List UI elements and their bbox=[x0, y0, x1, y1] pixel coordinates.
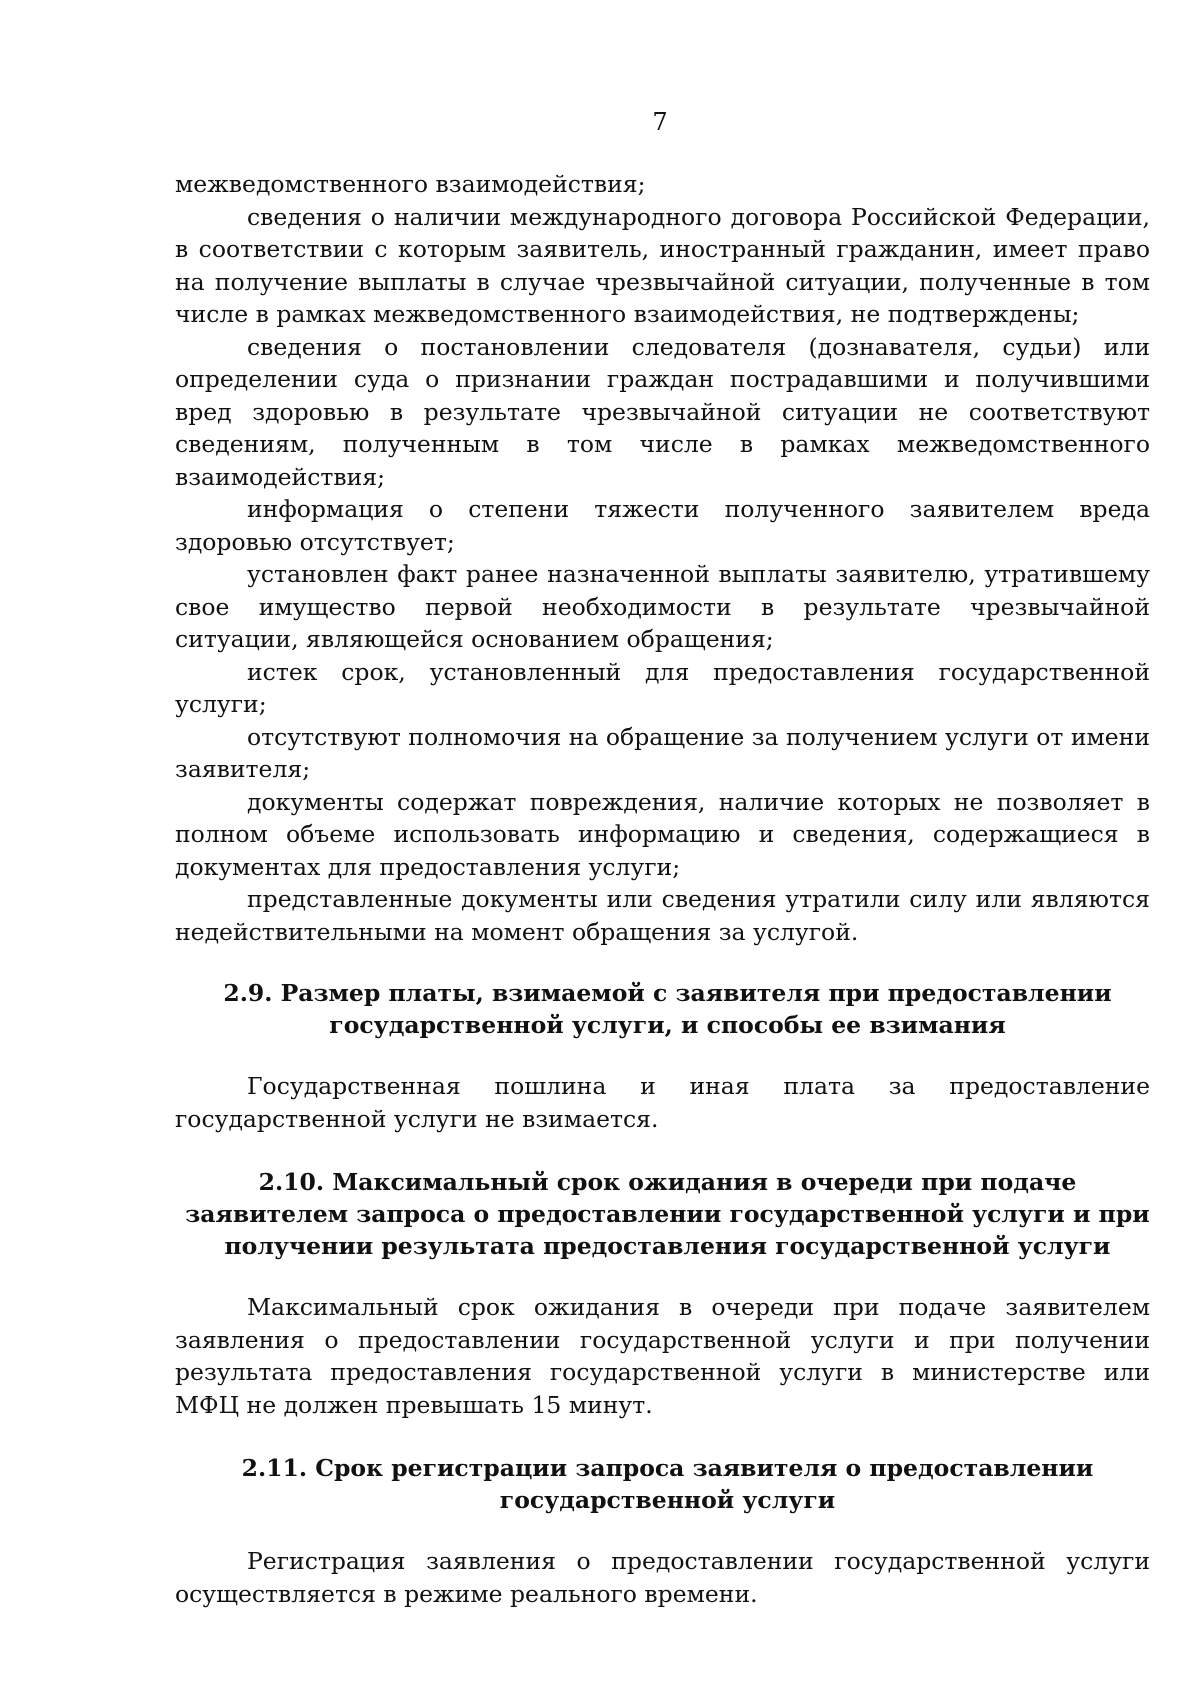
page-number: 7 bbox=[652, 108, 668, 136]
paragraph: представленные документы или сведения утратили силу или являются недействительными на момент обращения за услугой. bbox=[175, 885, 1150, 946]
heading-line: государственной услуги bbox=[499, 1486, 836, 1514]
paragraph: информация о степени тяжести полученного заявителем вреда здоровью отсутствует; bbox=[175, 495, 1150, 556]
document-body bbox=[175, 168, 1150, 1610]
paragraph: установлен факт ранее назначенной выплаты заявителю, утратившему свое имущество первой необходимости в результате чрезвычайной ситуации, являющейся основанием обращения; bbox=[175, 560, 1150, 653]
paragraph: сведения о наличии международного договора Российской Федерации, в соответствии с которым заявитель, иностранный гражданин, имеет право на получение выплаты в случае чрезвычайной ситуации, полученные в том числе в рамках межведомственного взаимодействия, не подтверждены; bbox=[175, 202, 1150, 328]
heading-line: 2.10. Максимальный срок ожидания в очереди при подаче bbox=[258, 1168, 1077, 1196]
section-heading-2-9 bbox=[175, 977, 1150, 1041]
section-heading-2-10 bbox=[175, 1166, 1150, 1262]
paragraph: документы содержат повреждения, наличие которых не позволяет в полном объеме использовать информацию и сведения, содержащиеся в документах для предоставления услуги; bbox=[175, 787, 1150, 881]
heading-line: получении результата предоставления государственной услуги bbox=[224, 1232, 1111, 1260]
paragraph: отсутствуют полномочия на обращение за получением услуги от имени заявителя; bbox=[175, 722, 1150, 783]
section-body-2-10: Максимальный срок ожидания в очереди при подаче заявителем заявления о предоставлении государственной услуги и при получении результата предоставления государственной услуги в министерстве или МФЦ не должен превышать 15 минут. bbox=[175, 1293, 1150, 1419]
heading-line: государственной услуги, и способы ее взимания bbox=[329, 1011, 1006, 1039]
section-body-2-9: Государственная пошлина и иная плата за предоставление государственной услуги не взимается. bbox=[175, 1072, 1150, 1133]
paragraph: сведения о постановлении следователя (дознавателя, судьи) или определении суда о признании граждан пострадавшими и получившими вред здоровью в результате чрезвычайной ситуации не соответствуют сведениям, полученным в том числе в рамках межведомственного взаимодействия; bbox=[175, 332, 1150, 491]
heading-line: 2.9. Размер платы, взимаемой с заявителя при предоставлении bbox=[223, 979, 1112, 1007]
paragraph: истек срок, установленный для предоставления государственной услуги; bbox=[175, 657, 1150, 718]
heading-line: 2.11. Срок регистрации запроса заявителя о предоставлении bbox=[241, 1454, 1094, 1482]
heading-line: заявителем запроса о предоставлении государственной услуги и при bbox=[185, 1200, 1150, 1228]
paragraph: межведомственного взаимодействия; bbox=[175, 170, 646, 198]
section-heading-2-11 bbox=[175, 1452, 1150, 1516]
section-body-2-11: Регистрация заявления о предоставлении государственной услуги осуществляется в режиме реального времени. bbox=[175, 1547, 1150, 1608]
